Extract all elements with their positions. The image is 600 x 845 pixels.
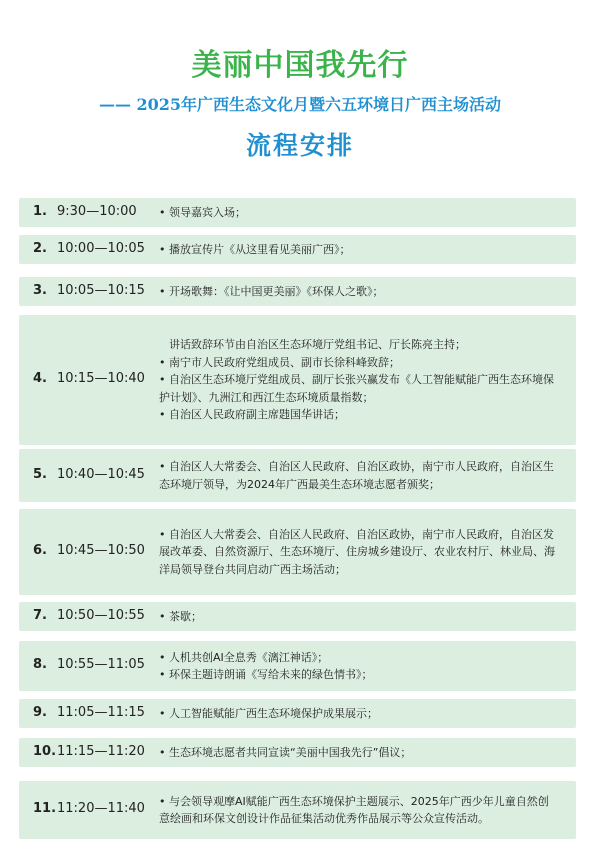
schedule-item [159, 204, 559, 222]
row-number: 5. [33, 466, 47, 482]
schedule-item [159, 283, 559, 301]
item-text: 自治区人民政府副主席韪国华讲话； [169, 408, 345, 422]
item-text: 自治区生态环境厅党组成员、副厅长张兴赢发布《人工智能赋能广西生态环境保护计划》、九洲江和西江生态环境质量指数； [159, 373, 554, 404]
schedule-row [19, 699, 576, 728]
schedule-item [159, 406, 559, 424]
bullet-icon: • [159, 706, 166, 720]
row-items [159, 241, 559, 259]
row-time: 11:15—11:20 [57, 743, 145, 759]
schedule-item [159, 666, 559, 684]
schedule-row [19, 198, 576, 227]
schedule-row [19, 641, 576, 691]
bullet-icon: • [159, 745, 166, 759]
row-number: 10. [33, 743, 57, 759]
schedule-row [19, 602, 576, 631]
row-number: 2. [33, 240, 47, 256]
schedule-item [159, 241, 559, 259]
row-time: 11:05—11:15 [57, 704, 145, 720]
bullet-icon: • [159, 650, 166, 664]
item-text: 人工智能赋能广西生态环境保护成果展示； [169, 706, 378, 720]
item-text: 南宁市人民政府党组成员、副市长徐科峰致辞； [169, 355, 400, 369]
item-text: 环保主题诗朗诵《写给未来的绿色情书》； [169, 668, 373, 681]
bullet-icon: • [159, 668, 166, 681]
bullet-icon: • [159, 527, 166, 541]
row-number: 11. [33, 801, 57, 816]
item-text: 领导嘉宾入场； [169, 205, 246, 219]
row-items [159, 526, 559, 579]
item-text: 人机共创AI全息秀《漓江神话》； [169, 650, 329, 664]
item-text: 播放宣传片《从这里看见美丽广西》； [169, 242, 351, 256]
row-items [159, 204, 559, 222]
schedule-row [19, 781, 576, 839]
bullet-icon: • [159, 355, 166, 369]
item-text: 自治区人大常委会、自治区人民政府、自治区政协，南宁市人民政府，自治区发展改革委、自然资源厅、生态环境厅、住房城乡建设厅、农业农村厅、林业局、海洋局领导登台共同启动广西主场活动； [159, 527, 555, 576]
schedule-row [19, 449, 576, 502]
row-items [159, 649, 559, 684]
schedule-row [19, 277, 576, 306]
schedule-item [159, 336, 559, 354]
row-items [159, 793, 559, 828]
schedule-item [159, 354, 559, 372]
bullet-icon: • [159, 408, 166, 422]
item-text: 生态环境志愿者共同宣读“美丽中国我先行”倡议； [169, 745, 412, 759]
row-time: 10:00—10:05 [57, 240, 145, 256]
schedule-row [19, 509, 576, 595]
schedule-item [159, 705, 559, 723]
item-text: 茶歇； [169, 609, 202, 623]
row-number: 7. [33, 607, 47, 623]
schedule-item [159, 526, 559, 579]
schedule-row [19, 235, 576, 264]
bullet-icon: • [159, 794, 166, 808]
row-time: 10:50—10:55 [57, 607, 145, 623]
page-title: 美丽中国我先行 [191, 48, 409, 83]
row-number: 4. [33, 371, 47, 386]
row-items [159, 283, 559, 301]
row-number: 9. [33, 704, 47, 720]
bullet-icon: • [159, 460, 166, 473]
row-time: 10:05—10:15 [57, 282, 145, 298]
schedule-item [159, 608, 559, 626]
row-items [159, 608, 559, 626]
bullet-icon: • [159, 609, 166, 623]
bullet-icon: • [159, 284, 166, 298]
schedule-item [159, 744, 559, 762]
row-items [159, 744, 559, 762]
row-number: 8. [33, 657, 47, 672]
schedule-item [159, 793, 559, 828]
schedule-row [19, 738, 576, 767]
row-items [159, 458, 559, 493]
bullet-icon: • [159, 242, 166, 256]
row-time: 10:40—10:45 [57, 466, 145, 482]
bullet-icon: • [159, 205, 166, 219]
page-subtitle: —— 2025年广西生态文化月暨六五环境日广西主场活动 [98, 95, 502, 114]
row-items [159, 336, 559, 424]
row-time: 10:45—10:50 [57, 543, 145, 558]
bullet-icon: • [159, 373, 166, 387]
item-text: 与会领导观摩AI赋能广西生态环境保护主题展示、2025年广西少年儿童自然创意绘画和环保文创设计作品征集活动优秀作品展示等公众宣传活动。 [159, 794, 549, 825]
schedule-item [159, 649, 559, 667]
row-number: 6. [33, 543, 47, 558]
item-text: 讲话致辞环节由自治区生态环境厅党组书记、厅长陈亮主持； [169, 338, 466, 352]
schedule-row [19, 315, 576, 445]
item-text: 开场歌舞：《让中国更美丽》《环保人之歌》； [169, 284, 384, 298]
item-text: 自治区人大常委会、自治区人民政府、自治区政协，南宁市人民政府，自治区生态环境厅领导，为2024年广西最美生态环境志愿者颁奖； [159, 460, 554, 491]
row-time: 10:55—11:05 [57, 657, 145, 672]
section-heading: 流程安排 [245, 131, 354, 160]
row-time: 10:15—10:40 [57, 371, 145, 386]
schedule-item [159, 371, 559, 406]
row-items [159, 705, 559, 723]
schedule-item [159, 458, 559, 493]
row-time: 11:20—11:40 [57, 801, 145, 816]
row-time: 9:30—10:00 [57, 203, 137, 219]
row-number: 1. [33, 203, 47, 219]
row-number: 3. [33, 282, 47, 298]
